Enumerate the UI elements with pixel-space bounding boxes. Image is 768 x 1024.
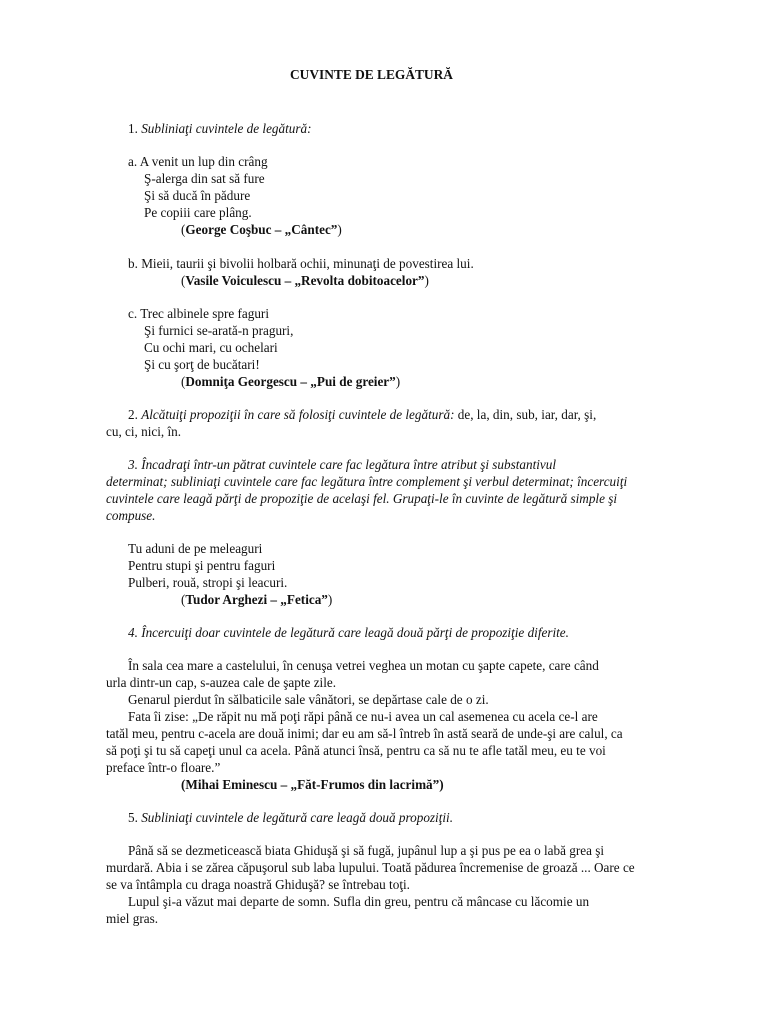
prose-line: Lupul şi-a văzut mai departe de somn. Sufla din greu, pentru că mâncase cu lăcomie un (128, 894, 590, 909)
prose-line: miel gras. (106, 911, 159, 926)
prose-line: preface într-o floare.” (106, 760, 221, 775)
prose-line: În sala cea mare a castelului, în cenuşa vetrei veghea un motan cu şapte capete, care când (128, 658, 599, 673)
poem-line: Pulberi, rouă, stropi şi leacuri. (128, 575, 288, 590)
source-author-work: Domniţa Georgescu – „Pui de greier” (185, 374, 396, 389)
exercise-number: 1. (128, 121, 142, 136)
poem-line: Şi să ducă în pădure (144, 188, 251, 203)
exercise-1-heading (128, 120, 312, 137)
source-author-work: Vasile Voiculescu – „Revolta dobitoacelor” (185, 273, 425, 288)
exercise-3-instruction: determinat; subliniaţi cuvintele care fac legătura între complement şi verbul determinat; încercuiţi (106, 474, 628, 489)
poem-line: Şi cu şorţ de bucătari! (144, 357, 260, 372)
word-list: de, la, din, sub, iar, dar, şi, (454, 407, 597, 422)
source-citation: (Mihai Eminescu – „Făt-Frumos din lacrimă”) (181, 777, 444, 792)
prose-line: să poţi şi tu să capeţi unul ca acela. Până atunci însă, pentru ca să nu te afle tatăl meu, eu te voi (106, 743, 606, 758)
source-citation: (Tudor Arghezi – „Fetica”) (181, 592, 333, 607)
source-citation: (George Coşbuc – „Cântec”) (181, 222, 342, 237)
poem-line: Şi furnici se-arată-n praguri, (144, 323, 294, 338)
word-list: cu, ci, nici, în. (106, 424, 182, 439)
prose-line: se va întâmpla cu draga noastră Ghiduşă? se întrebau toţi. (106, 877, 410, 892)
text-line: b. Mieii, taurii şi bivolii holbară ochii, minunaţi de povestirea lui. (128, 256, 474, 271)
prose-line: murdară. Abia i se zărea căpuşorul sub laba lupului. Toată pădurea încremenise de groază ... Oare ce (106, 860, 635, 875)
exercise-instruction: Subliniaţi cuvintele de legătură care leagă două propoziţii. (141, 810, 453, 825)
poem-line: c. Trec albinele spre faguri (128, 306, 269, 321)
poem-line: Pe copiii care plâng. (144, 205, 252, 220)
prose-line: Fata îi zise: „De răpit nu mă poţi răpi până ce nu-i avea un cal asemenea cu acela ce-l are (128, 709, 598, 724)
exercise-number: 5. (128, 810, 142, 825)
source-citation: (Vasile Voiculescu – „Revolta dobitoacelor”) (181, 273, 429, 288)
exercise-instruction: Alcătuiţi propoziţii în care să folosiţi cuvintele de legătură: (141, 407, 455, 422)
exercise-3-instruction: cuvintele care leagă părţi de propoziţie de acelaşi fel. Grupaţi-le în cuvinte de legătură simple şi (106, 491, 618, 506)
prose-line: Până să se dezmeticească biata Ghiduşă şi să fugă, jupânul lup a şi pus pe ea o labă grea şi (128, 843, 605, 858)
source-citation: (Domniţa Georgescu – „Pui de greier”) (181, 374, 401, 389)
exercise-5-heading (128, 809, 453, 826)
prose-line: urla dintr-un cap, s-auzea cale de şapte zile. (106, 675, 337, 690)
exercise-3-instruction: 3. Încadraţi într-un pătrat cuvintele care fac legătura între atribut şi substantivul (128, 457, 557, 472)
poem-line: a. A venit un lup din crâng (128, 154, 268, 169)
exercise-4-instruction: 4. Încercuiţi doar cuvintele de legătură care leagă două părţi de propoziţie diferite. (128, 625, 569, 640)
poem-line: Ş-alerga din sat să fure (144, 171, 265, 186)
exercise-instruction: Subliniaţi cuvintele de legătură: (141, 121, 312, 136)
poem-line: Pentru stupi şi pentru faguri (128, 558, 276, 573)
exercise-number: 2. (128, 407, 142, 422)
source-author-work: George Coşbuc – „Cântec” (185, 222, 338, 237)
poem-line: Cu ochi mari, cu ochelari (144, 340, 278, 355)
exercise-2-heading (128, 406, 696, 423)
prose-line: Genarul pierdut în sălbaticile sale vânători, se depărtase cale de o zi. (128, 692, 489, 707)
document-title: CUVINTE DE LEGĂTURĂ (290, 67, 453, 82)
exercise-3-instruction: compuse. (106, 508, 156, 523)
poem-line: Tu aduni de pe meleaguri (128, 541, 263, 556)
prose-line: tatăl meu, pentru c-acela are două inimi; dar eu am să-l întreb în astă seară de unde-şi are calul, ca (106, 726, 623, 741)
source-author-work: Tudor Arghezi – „Fetica” (185, 592, 328, 607)
